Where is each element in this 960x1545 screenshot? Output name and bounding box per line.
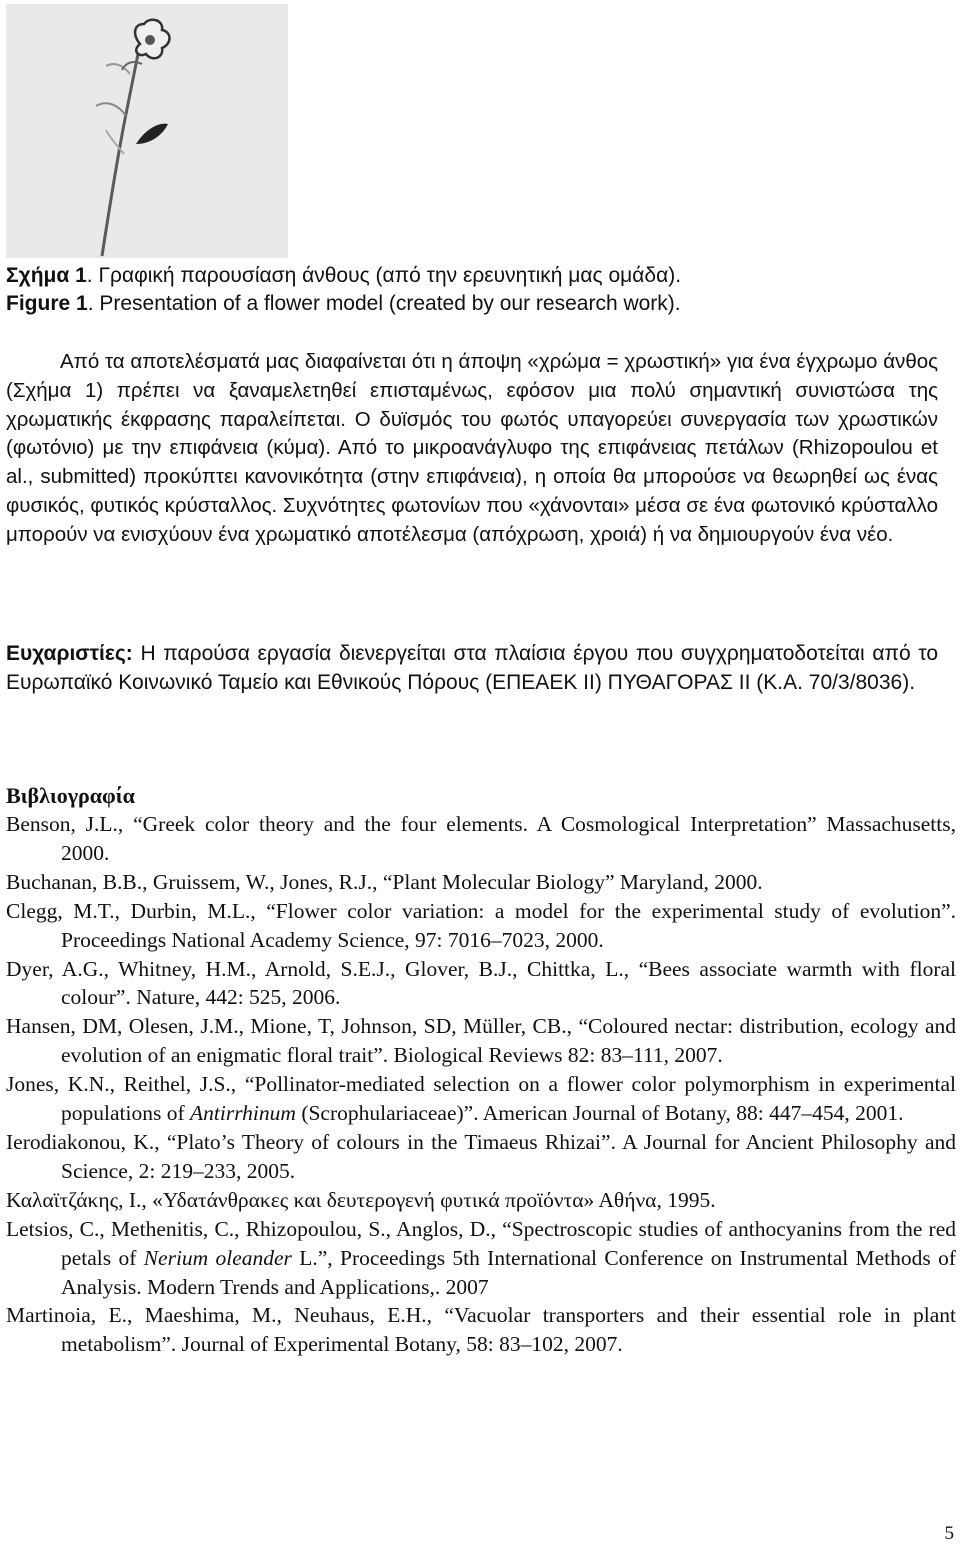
figure-image	[6, 4, 288, 258]
reference-text: Jones, K.N., Reithel, J.S., “Pollinator-mediated selection on a flower color polymorphism in experimental populations of	[6, 1072, 956, 1126]
body-paragraph-text: Από τα αποτελέσματά μας διαφαίνεται ότι η άποψη «χρώμα = χρωστική» για ένα έγχρωμο άνθος (Σχήμα 1) πρέπει να ξαναμελετηθεί επισταμένως, εφόσον μια πολύ σημαντική συνιστώσα της χρωματικής έκφρασης παραλείπεται. Ο δυϊσμός του φωτός υπαγορεύει συνεργασία των χρωστικών (φωτόνιο) με την επιφάνεια (κύμα). Από το μικροανάγλυφο της επιφάνειας πετάλων (Rhizopoulou et al., submitted) προκύπτει κανονικότητα (στην επιφάνεια), η οποία θα μπορούσε να θεωρηθεί ως ένας φυσικός, φυτικός κρύσταλλος. Συχνότητες φωτονίων που «χάνονται» μέσα σε ένα φωτονικό κρύσταλλο μπορούν να ενισχύουν ένα χρωματικό αποτέλεσμα (απόχρωση, χροιά) ή να δημιουργούν ένα νέο.	[6, 350, 938, 546]
caption-greek-text: . Γραφική παρουσίαση άνθους (από την ερευνητική μας ομάδα).	[86, 264, 682, 287]
reference-item: Ierodiakonou, K., “Plato’s Theory of colours in the Timaeus Rhizai”. A Journal for Ancient Philosophy and Science, 2: 219–233, 2005.	[6, 1129, 956, 1183]
page-number: 5	[944, 1523, 954, 1544]
reference-item: Καλαϊτζάκης, Ι., «Υδατάνθρακες και δευτερογενή φυτικά προϊόντα» Αθήνα, 1995.	[6, 1187, 716, 1212]
body-paragraph	[6, 348, 938, 550]
reference-item: Benson, J.L., “Greek color theory and the four elements. A Cosmological Interpretation” Massachusetts, 2000.	[6, 812, 956, 865]
reference-item: Clegg, M.T., Durbin, M.L., “Flower color variation: a model for the experimental study of evolution”. Proceedings National Academy Science, 97: 7016–7023, 2000.	[6, 898, 956, 952]
reference-text: (Scrophulariaceae)”. American Journal of Botany, 88: 447–454, 2001.	[295, 1101, 904, 1126]
reference-item: Dyer, A.G., Whitney, H.M., Arnold, S.E.J., Glover, B.J., Chittka, L., “Bees associate warmth with floral colour”. Nature, 442: 525, 2006.	[6, 956, 956, 1010]
acknowledgements	[6, 640, 938, 697]
caption-greek-label: Σχήμα 1	[6, 264, 87, 287]
references-heading: Βιβλιογραφία	[6, 783, 135, 808]
figure-caption-greek	[6, 262, 946, 290]
reference-item: Hansen, DM, Olesen, J.M., Mione, T, Johnson, SD, Müller, CB., “Coloured nectar: distribution, ecology and evolution of an enigmatic floral trait”. Biological Reviews 82: 83–111, 2007.	[6, 1014, 956, 1068]
flower-illustration	[6, 4, 288, 258]
acknowledgements-label: Ευχαριστίες:	[6, 642, 133, 665]
references-list	[6, 810, 956, 1359]
acknowledgements-text: Η παρούσα εργασία διενεργείται στα πλαίσια έργου που συγχρηματοδοτείται από το Ευρωπαϊκό Κοινωνικό Ταμείο και Εθνικούς Πόρους (ΕΠΕΑΕΚ ΙΙ) ΠΥΘΑΓΟΡΑΣ ΙΙ (Κ.Α. 70/3/8036).	[6, 642, 938, 694]
reference-text: Letsios, C., Methenitis, C., Rhizopoulou, S., Anglos, D., “Spectroscopic studies of anthocyanins from the red petals of	[6, 1216, 956, 1270]
reference-item: Buchanan, B.B., Gruissem, W., Jones, R.J., “Plant Molecular Biology” Maryland, 2000.	[6, 869, 763, 894]
caption-english-label: Figure 1	[6, 292, 88, 315]
reference-text: L.”, Proceedings 5th International Conference on Instrumental Methods of Analysis. Modern Trends and Applications,. 2007	[61, 1245, 956, 1299]
reference-item	[6, 1070, 956, 1128]
reference-italic: Antirrhinum	[190, 1101, 296, 1126]
reference-italic: Nerium oleander	[143, 1245, 292, 1270]
figure-caption-english	[6, 290, 946, 318]
caption-english-text: . Presentation of a flower model (created by our research work).	[87, 292, 681, 315]
reference-item: Martinoia, E., Maeshima, M., Neuhaus, E.H., “Vacuolar transporters and their essential role in plant metabolism”. Journal of Experimental Botany, 58: 83–102, 2007.	[6, 1303, 956, 1357]
reference-item	[6, 1215, 956, 1302]
